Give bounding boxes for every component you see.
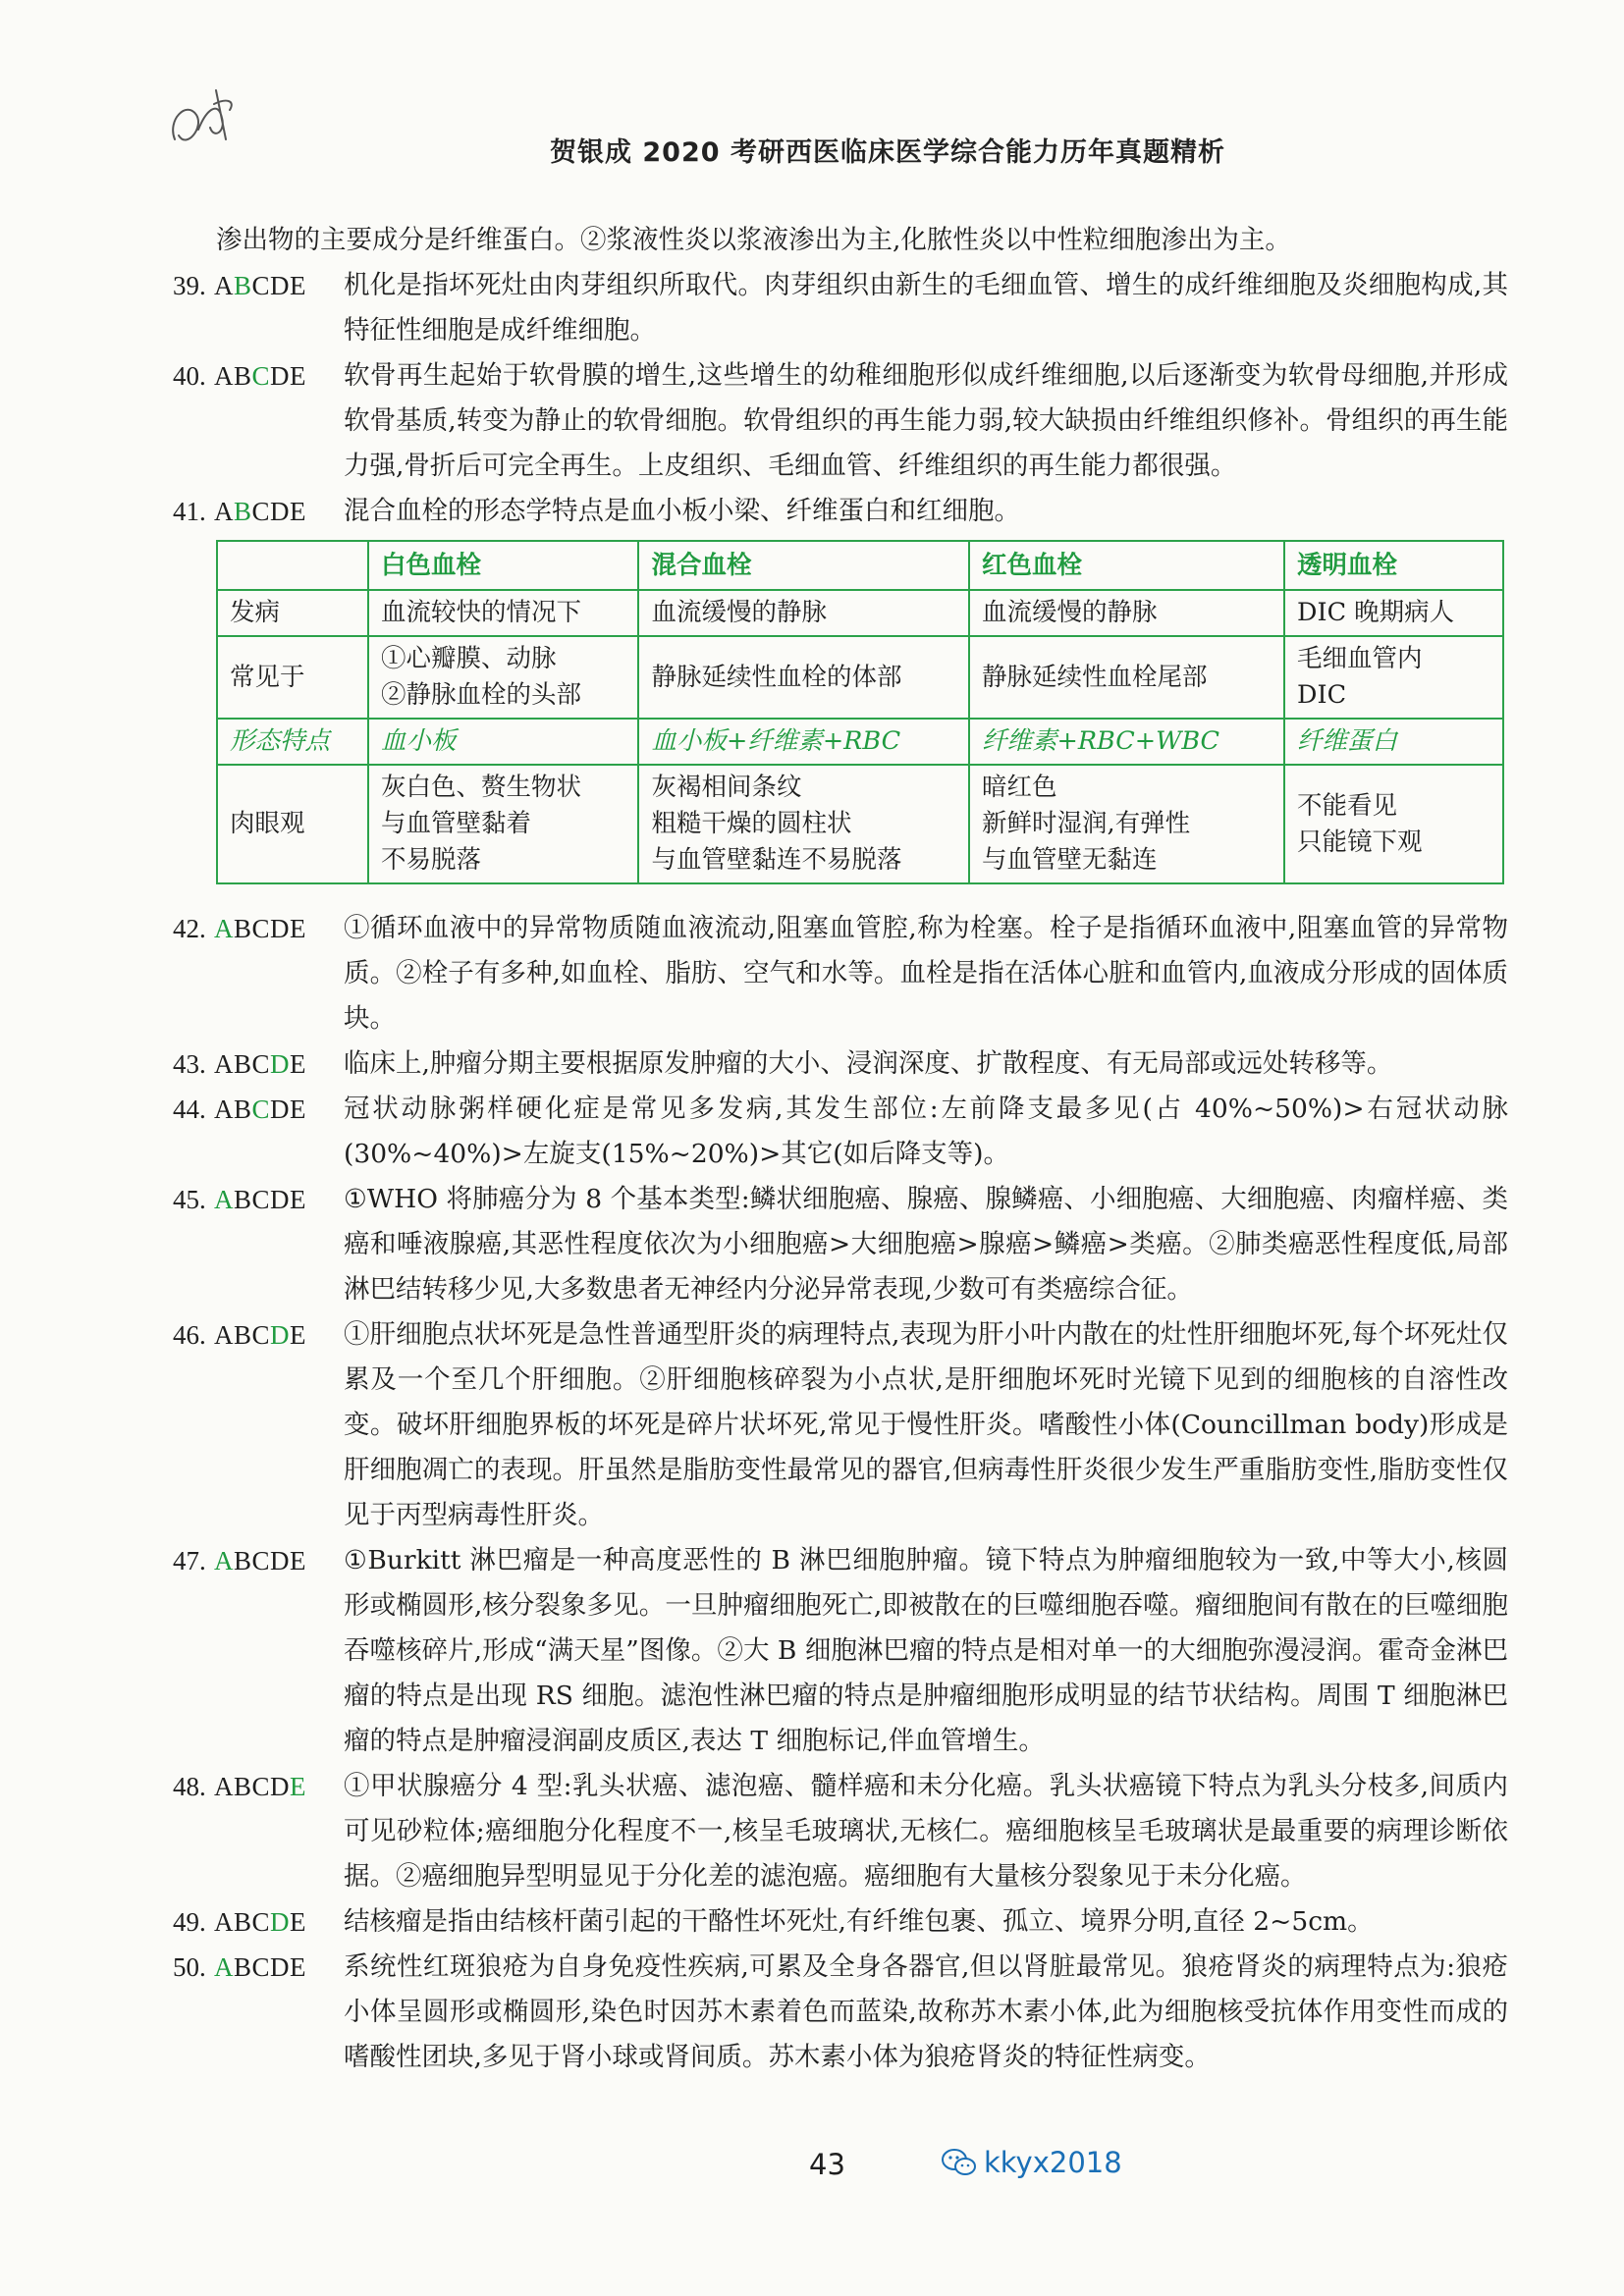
correct-answer-letter: B xyxy=(234,271,252,300)
answer-options xyxy=(214,1945,344,1990)
question-number: 44. xyxy=(173,1095,206,1124)
table-row xyxy=(217,590,1503,636)
answer-option-text: ABC xyxy=(214,1907,271,1937)
question-number: 47. xyxy=(173,1546,206,1575)
answer-options xyxy=(214,1538,344,1583)
answer-option-text: AB xyxy=(214,361,252,391)
question-number: 40. xyxy=(173,361,206,391)
page-header-title: 贺银成 2020 考研西医临床医学综合能力历年真题精析 xyxy=(550,137,1225,168)
answer-option-text: BCDE xyxy=(234,1546,307,1575)
answer-option-text: ABCD xyxy=(214,1772,291,1801)
answer-explanation: ①甲状腺癌分 4 型:乳头状癌、滤泡癌、髓样癌和未分化癌。乳头状癌镜下特点为乳头分枝多,间质内可见砂粒体;癌细胞分化程度不一,核呈毛玻璃状,无核仁。癌细胞核呈毛玻璃状是最重要的病理诊断依据。②癌细胞异型明显见于分化差的滤泡癌。癌细胞有大量核分裂象见于未分化癌。 xyxy=(344,1771,1508,1892)
table-row-header: 常见于 xyxy=(217,636,368,719)
answer-explanation: ①Burkitt 淋巴瘤是一种高度恶性的 B 淋巴细胞肿瘤。镜下特点为肿瘤细胞较为一致,中等大小,核圆形或椭圆形,核分裂象多见。一旦肿瘤细胞死亡,即被散在的巨噬细胞吞噬。瘤细胞间有散在的巨噬细胞吞噬核碎片,形成“满天星”图像。②大 B 细胞淋巴瘤的特点是相对单一的大细胞弥漫浸润。霍奇金淋巴瘤的特点是出现 RS 细胞。滤泡性淋巴瘤的特点是肿瘤细胞形成明显的结节状结构。周围 T 细胞淋巴瘤的特点是肿瘤浸润副皮质区,表达 T 细胞标记,伴血管增生。 xyxy=(344,1545,1508,1756)
answer-option-text: BCDE xyxy=(234,1185,307,1214)
answer-option-text: A xyxy=(214,271,234,300)
question-number: 45. xyxy=(173,1185,206,1214)
table-cell: 纤维蛋白 xyxy=(1284,719,1503,765)
answer-explanation: ①肝细胞点状坏死是急性普通型肝炎的病理特点,表现为肝小叶内散在的灶性肝细胞坏死,每个坏死灶仅累及一个至几个肝细胞。②肝细胞核碎裂为小点状,是肝细胞坏死时光镜下见到的细胞核的自溶性改变。破坏肝细胞界板的坏死是碎片状坏死,常见于慢性肝炎。嗜酸性小体(Councillman body)形成是肝细胞凋亡的表现。肝虽然是脂肪变性最常见的器官,但病毒性肝炎很少发生严重脂肪变性,脂肪变性仅见于丙型病毒性肝炎。 xyxy=(344,1319,1508,1530)
answer-option-text: BCDE xyxy=(234,914,307,943)
table-cell: 毛细血管内 DIC xyxy=(1284,636,1503,719)
answer-content xyxy=(173,218,1508,2080)
table-cell: 纤维素+RBC+WBC xyxy=(969,719,1284,765)
question-item xyxy=(173,263,1508,353)
answer-options xyxy=(214,1087,344,1132)
answer-option-text: A xyxy=(214,497,234,526)
table-cell: 血流较快的情况下 xyxy=(368,590,638,636)
question-item xyxy=(173,1945,1508,2080)
table-cell: 静脉延续性血栓尾部 xyxy=(969,636,1284,719)
table-row-header: 形态特点 xyxy=(217,719,368,765)
wechat-icon xyxy=(941,2147,978,2178)
answer-option-text: BCDE xyxy=(234,1952,307,1982)
wechat-id: kkyx2018 xyxy=(984,2146,1122,2179)
answer-option-text: E xyxy=(290,1907,307,1937)
correct-answer-letter: C xyxy=(251,361,271,391)
table-header-cell: 混合血栓 xyxy=(638,541,969,590)
question-item xyxy=(173,1087,1508,1177)
answer-option-text: AB xyxy=(214,1095,252,1124)
table-row xyxy=(217,636,1503,719)
question-item xyxy=(173,1538,1508,1764)
correct-answer-letter: A xyxy=(214,914,234,943)
answer-option-text: CDE xyxy=(251,271,307,300)
question-list-a xyxy=(173,263,1508,534)
table-cell: 灰褐相间条纹 粗糙干燥的圆柱状 与血管壁黏连不易脱落 xyxy=(638,765,969,883)
handwritten-logo-icon xyxy=(157,71,247,161)
table-cell: ①心瓣膜、动脉 ②静脉血栓的头部 xyxy=(368,636,638,719)
question-number: 41. xyxy=(173,497,206,526)
question-item xyxy=(173,1899,1508,1945)
answer-options xyxy=(214,263,344,308)
answer-explanation: 机化是指坏死灶由肉芽组织所取代。肉芽组织由新生的毛细血管、增生的成纤维细胞及炎细胞构成,其特征性细胞是成纤维细胞。 xyxy=(344,270,1508,346)
answer-explanation: 结核瘤是指由结核杆菌引起的干酪性坏死灶,有纤维包裹、孤立、境界分明,直径 2~5cm。 xyxy=(344,1906,1374,1937)
correct-answer-letter: A xyxy=(214,1952,234,1982)
question-number: 42. xyxy=(173,914,206,943)
answer-option-text: DE xyxy=(270,361,307,391)
thrombus-comparison-table xyxy=(216,540,1504,884)
correct-answer-letter: B xyxy=(234,497,252,526)
question-number: 43. xyxy=(173,1049,206,1079)
question-number: 48. xyxy=(173,1772,206,1801)
question-number: 49. xyxy=(173,1907,206,1937)
answer-option-text: E xyxy=(290,1049,307,1079)
answer-options xyxy=(214,489,344,534)
answer-explanation: ①循环血液中的异常物质随血液流动,阻塞血管腔,称为栓塞。栓子是指循环血液中,阻塞血管的异常物质。②栓子有多种,如血栓、脂肪、空气和水等。血栓是指在活体心脏和血管内,血液成分形成的固体质块。 xyxy=(344,913,1508,1034)
answer-option-text: ABC xyxy=(214,1320,271,1350)
answer-options xyxy=(214,1312,344,1358)
table-row xyxy=(217,719,1503,765)
answer-options xyxy=(214,1764,344,1809)
question-item xyxy=(173,489,1508,534)
answer-explanation: 混合血栓的形态学特点是血小板小梁、纤维蛋白和红细胞。 xyxy=(344,496,1020,526)
answer-explanation: 临床上,肿瘤分期主要根据原发肿瘤的大小、浸润深度、扩散程度、有无局部或远处转移等。 xyxy=(344,1048,1393,1079)
correct-answer-letter: D xyxy=(270,1320,291,1350)
correct-answer-letter: A xyxy=(214,1185,234,1214)
answer-options xyxy=(214,353,344,399)
table-cell: 不能看见 只能镜下观 xyxy=(1284,765,1503,883)
answer-option-text: DE xyxy=(270,1095,307,1124)
answer-options xyxy=(214,1899,344,1945)
answer-options xyxy=(214,1041,344,1087)
question-list-b xyxy=(173,906,1508,2080)
intro-continuation-line: 渗出物的主要成分是纤维蛋白。②浆液性炎以浆液渗出为主,化脓性炎以中性粒细胞渗出为主。 xyxy=(216,225,1291,255)
table-header-cell: 透明血栓 xyxy=(1284,541,1503,590)
question-item xyxy=(173,1764,1508,1899)
answer-explanation: 系统性红斑狼疮为自身免疫性疾病,可累及全身各器官,但以肾脏最常见。狼疮肾炎的病理特点为:狼疮小体呈圆形或椭圆形,染色时因苏木素着色而蓝染,故称苏木素小体,此为细胞核受抗体作用变性而成的嗜酸性团块,多见于肾小球或肾间质。苏木素小体为狼疮肾炎的特征性病变。 xyxy=(344,1951,1508,2072)
correct-answer-letter: E xyxy=(290,1772,307,1801)
answer-explanation: 冠状动脉粥样硬化症是常见多发病,其发生部位:左前降支最多见(占 40%~50%)>右冠状动脉(30%~40%)>左旋支(15%~20%)>其它(如后降支等)。 xyxy=(344,1094,1508,1169)
answer-options xyxy=(214,1177,344,1222)
wechat-watermark xyxy=(941,2146,1122,2179)
answer-option-text: CDE xyxy=(251,497,307,526)
correct-answer-letter: D xyxy=(270,1049,291,1079)
question-item xyxy=(173,906,1508,1041)
table-cell: 暗红色 新鲜时湿润,有弹性 与血管壁无黏连 xyxy=(969,765,1284,883)
correct-answer-letter: A xyxy=(214,1546,234,1575)
question-item xyxy=(173,1312,1508,1538)
table-cell: 血小板+纤维素+RBC xyxy=(638,719,969,765)
question-number: 39. xyxy=(173,271,206,300)
question-number: 46. xyxy=(173,1320,206,1350)
question-item xyxy=(173,1041,1508,1087)
answer-explanation: ①WHO 将肺癌分为 8 个基本类型:鳞状细胞癌、腺癌、腺鳞癌、小细胞癌、大细胞癌、肉瘤样癌、类癌和唾液腺癌,其恶性程度依次为小细胞癌>大细胞癌>腺癌>鳞癌>类癌。②肺类癌恶性程度低,局部淋巴结转移少见,大多数患者无神经内分泌异常表现,少数可有类癌综合征。 xyxy=(344,1184,1508,1305)
question-number: 50. xyxy=(173,1952,206,1982)
question-item xyxy=(173,1177,1508,1312)
table-cell: 血流缓慢的静脉 xyxy=(969,590,1284,636)
table-header-row xyxy=(217,541,1503,590)
correct-answer-letter: C xyxy=(251,1095,271,1124)
table-header-cell xyxy=(217,541,368,590)
table-row xyxy=(217,765,1503,883)
table-cell: 静脉延续性血栓的体部 xyxy=(638,636,969,719)
page-number: 43 xyxy=(809,2148,845,2181)
answer-option-text: ABC xyxy=(214,1049,271,1079)
table-cell: 灰白色、赘生物状 与血管壁黏着 不易脱落 xyxy=(368,765,638,883)
table-header-cell: 红色血栓 xyxy=(969,541,1284,590)
answer-options xyxy=(214,906,344,951)
question-item xyxy=(173,353,1508,489)
table-header-cell: 白色血栓 xyxy=(368,541,638,590)
table-cell: DIC 晚期病人 xyxy=(1284,590,1503,636)
table-cell: 血流缓慢的静脉 xyxy=(638,590,969,636)
table-row-header: 发病 xyxy=(217,590,368,636)
answer-option-text: E xyxy=(290,1320,307,1350)
correct-answer-letter: D xyxy=(270,1907,291,1937)
table-row-header: 肉眼观 xyxy=(217,765,368,883)
answer-explanation: 软骨再生起始于软骨膜的增生,这些增生的幼稚细胞形似成纤维细胞,以后逐渐变为软骨母细胞,并形成软骨基质,转变为静止的软骨细胞。软骨组织的再生能力弱,较大缺损由纤维组织修补。骨组织的再生能力强,骨折后可完全再生。上皮组织、毛细血管、纤维组织的再生能力都很强。 xyxy=(344,360,1508,481)
table-cell: 血小板 xyxy=(368,719,638,765)
